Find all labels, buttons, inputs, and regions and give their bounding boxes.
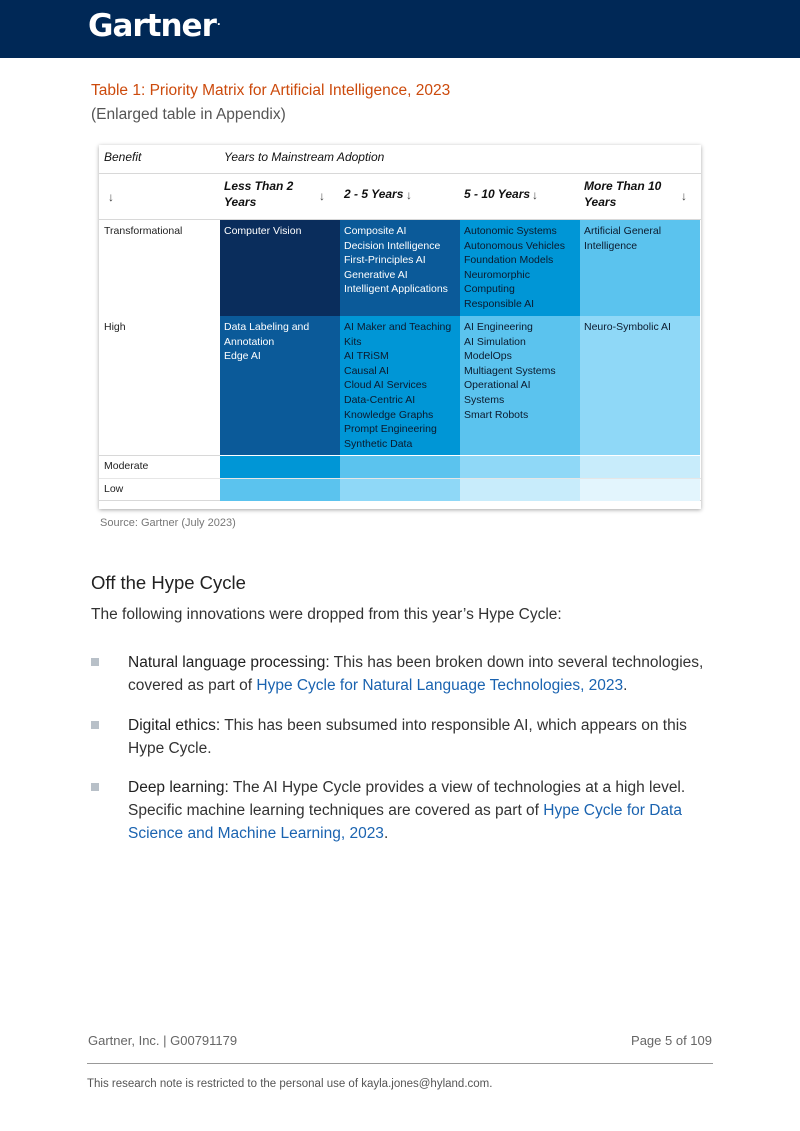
column-header-5-10: 5 - 10 Years [464, 187, 531, 201]
matrix-item: AI Engineering [464, 321, 533, 333]
bullet-icon [91, 783, 99, 791]
matrix-item: Operational AI [464, 379, 531, 392]
matrix-cell-low-5-10 [460, 479, 580, 501]
matrix-item: Intelligence [584, 239, 638, 252]
matrix-item: Intelligent Applications [344, 283, 448, 296]
bullet-body: The AI Hype Cycle provides a view of technologies at a high level. Specific machine learning techniques are covered as part of [128, 779, 686, 819]
gartner-logo[interactable] [88, 8, 220, 44]
matrix-item: ModelOps [464, 350, 512, 363]
matrix-item: Artificial General [584, 225, 662, 237]
section-intro: The following innovations were dropped from this year’s Hype Cycle: [91, 606, 562, 623]
row-divider [99, 455, 220, 456]
hype-cycle-nlt-link[interactable]: Hype Cycle for Natural Language Technologies, 2023 [256, 677, 624, 694]
sort-arrow-icon[interactable]: ↓ [319, 189, 325, 203]
sort-arrow-icon[interactable]: ↓ [108, 190, 114, 204]
matrix-item: Prompt Engineering [344, 423, 437, 436]
matrix-cell-low-2-5 [340, 479, 460, 501]
benefit-header: Benefit [104, 150, 142, 164]
matrix-item: AI TRiSM [344, 350, 389, 363]
years-header: Years to Mainstream Adoption [224, 150, 385, 164]
row-label-transformational: Transformational [104, 225, 183, 237]
bullet-term: Digital ethics: [128, 717, 221, 734]
matrix-item: AI Maker and Teaching [344, 321, 452, 333]
matrix-cell-moderate-more-than-10 [580, 456, 700, 478]
table-title: Table 1: Priority Matrix for Artificial Intelligence, 2023 [91, 82, 451, 99]
matrix-item: Multiagent Systems [464, 364, 556, 377]
bullet-item-digital-ethics [128, 714, 718, 760]
footer-divider [87, 1063, 713, 1064]
matrix-cell-high-2-5 [340, 316, 460, 455]
bullet-icon [91, 658, 99, 666]
footer-restriction-note: This research note is restricted to the personal use of kayla.jones@hyland.com. [87, 1078, 493, 1090]
matrix-cell-high-more-than-10 [580, 316, 700, 455]
matrix-item: Neuromorphic [464, 268, 530, 281]
logo-mark: . [216, 16, 220, 28]
priority-matrix [99, 145, 701, 509]
matrix-item: Generative AI [344, 268, 408, 281]
sort-arrow-icon[interactable]: ↓ [406, 188, 412, 202]
matrix-cell-moderate-less-than-2 [220, 456, 340, 478]
matrix-item: First-Principles AI [344, 254, 426, 267]
matrix-cell-moderate-2-5 [340, 456, 460, 478]
table-source: Source: Gartner (July 2023) [100, 517, 236, 529]
matrix-item: Kits [344, 335, 362, 348]
matrix-cell-transformational-more-than-10 [580, 220, 700, 316]
matrix-item: Edge AI [224, 350, 261, 363]
matrix-item: Composite AI [344, 225, 407, 237]
bullet-end: . [383, 825, 389, 842]
matrix-item: Decision Intelligence [344, 239, 441, 252]
bullet-item-deep-learning [128, 776, 708, 845]
table-subtitle: (Enlarged table in Appendix) [91, 106, 286, 123]
matrix-item: Systems [464, 393, 505, 406]
matrix-item: Synthetic Data [344, 437, 413, 450]
bullet-item-nlp [128, 651, 718, 697]
bullet-body: This has been subsumed into responsible AI, which appears on this Hype Cycle. [128, 717, 687, 757]
row-label-low: Low [104, 483, 124, 495]
footer-page-number: Page 5 of 109 [631, 1033, 712, 1048]
matrix-cell-high-5-10 [460, 316, 580, 455]
header-divider [99, 173, 701, 174]
matrix-item: Data-Centric AI [344, 393, 416, 406]
matrix-item: Neuro-Symbolic AI [584, 321, 671, 333]
matrix-item: Cloud AI Services [344, 379, 427, 392]
matrix-cell-transformational-less-than-2 [220, 220, 340, 316]
logo-text: Gartner [88, 8, 216, 44]
matrix-cell-low-more-than-10 [580, 479, 700, 501]
bullet-term: Deep learning: [128, 779, 229, 796]
row-label-moderate: Moderate [104, 460, 149, 472]
matrix-item: Autonomous Vehicles [464, 239, 565, 252]
column-header-less-than-2: Less Than 2 Years [224, 179, 294, 209]
matrix-cell-transformational-2-5 [340, 220, 460, 316]
matrix-item: Knowledge Graphs [344, 408, 434, 421]
bullet-icon [91, 721, 99, 729]
matrix-item: Autonomic Systems [464, 225, 557, 237]
matrix-cell-high-less-than-2 [220, 316, 340, 455]
footer-doc-id: Gartner, Inc. | G00791179 [88, 1033, 238, 1048]
row-label-high: High [104, 321, 126, 333]
matrix-item: Computing [464, 283, 515, 296]
matrix-item: Smart Robots [464, 408, 529, 421]
matrix-item: Responsible AI [464, 297, 535, 310]
matrix-cell-transformational-5-10 [460, 220, 580, 316]
matrix-cell-moderate-5-10 [460, 456, 580, 478]
bullet-term: Natural language processing: [128, 654, 330, 671]
sort-arrow-icon[interactable]: ↓ [681, 189, 687, 203]
column-header-2-5: 2 - 5 Years [344, 187, 404, 201]
matrix-item: Data Labeling and [224, 321, 310, 333]
matrix-item: Causal AI [344, 364, 389, 377]
matrix-item: AI Simulation [464, 335, 526, 348]
bullet-end: . [623, 677, 628, 694]
bullet-body: This has been broken down into several technologies, covered as part of [128, 654, 704, 694]
matrix-item: Foundation Models [464, 254, 554, 267]
section-title: Off the Hype Cycle [91, 572, 246, 593]
matrix-cell-low-less-than-2 [220, 479, 340, 501]
hype-cycle-dsml-link[interactable]: Hype Cycle for Data Science and Machine Learning, 2023 [128, 802, 682, 842]
matrix-item: Annotation [224, 335, 275, 348]
matrix-item: Computer Vision [224, 225, 302, 237]
sort-arrow-icon[interactable]: ↓ [532, 188, 538, 202]
column-header-more-than-10: More Than 10 Years [584, 179, 662, 209]
header-bar [0, 0, 800, 58]
